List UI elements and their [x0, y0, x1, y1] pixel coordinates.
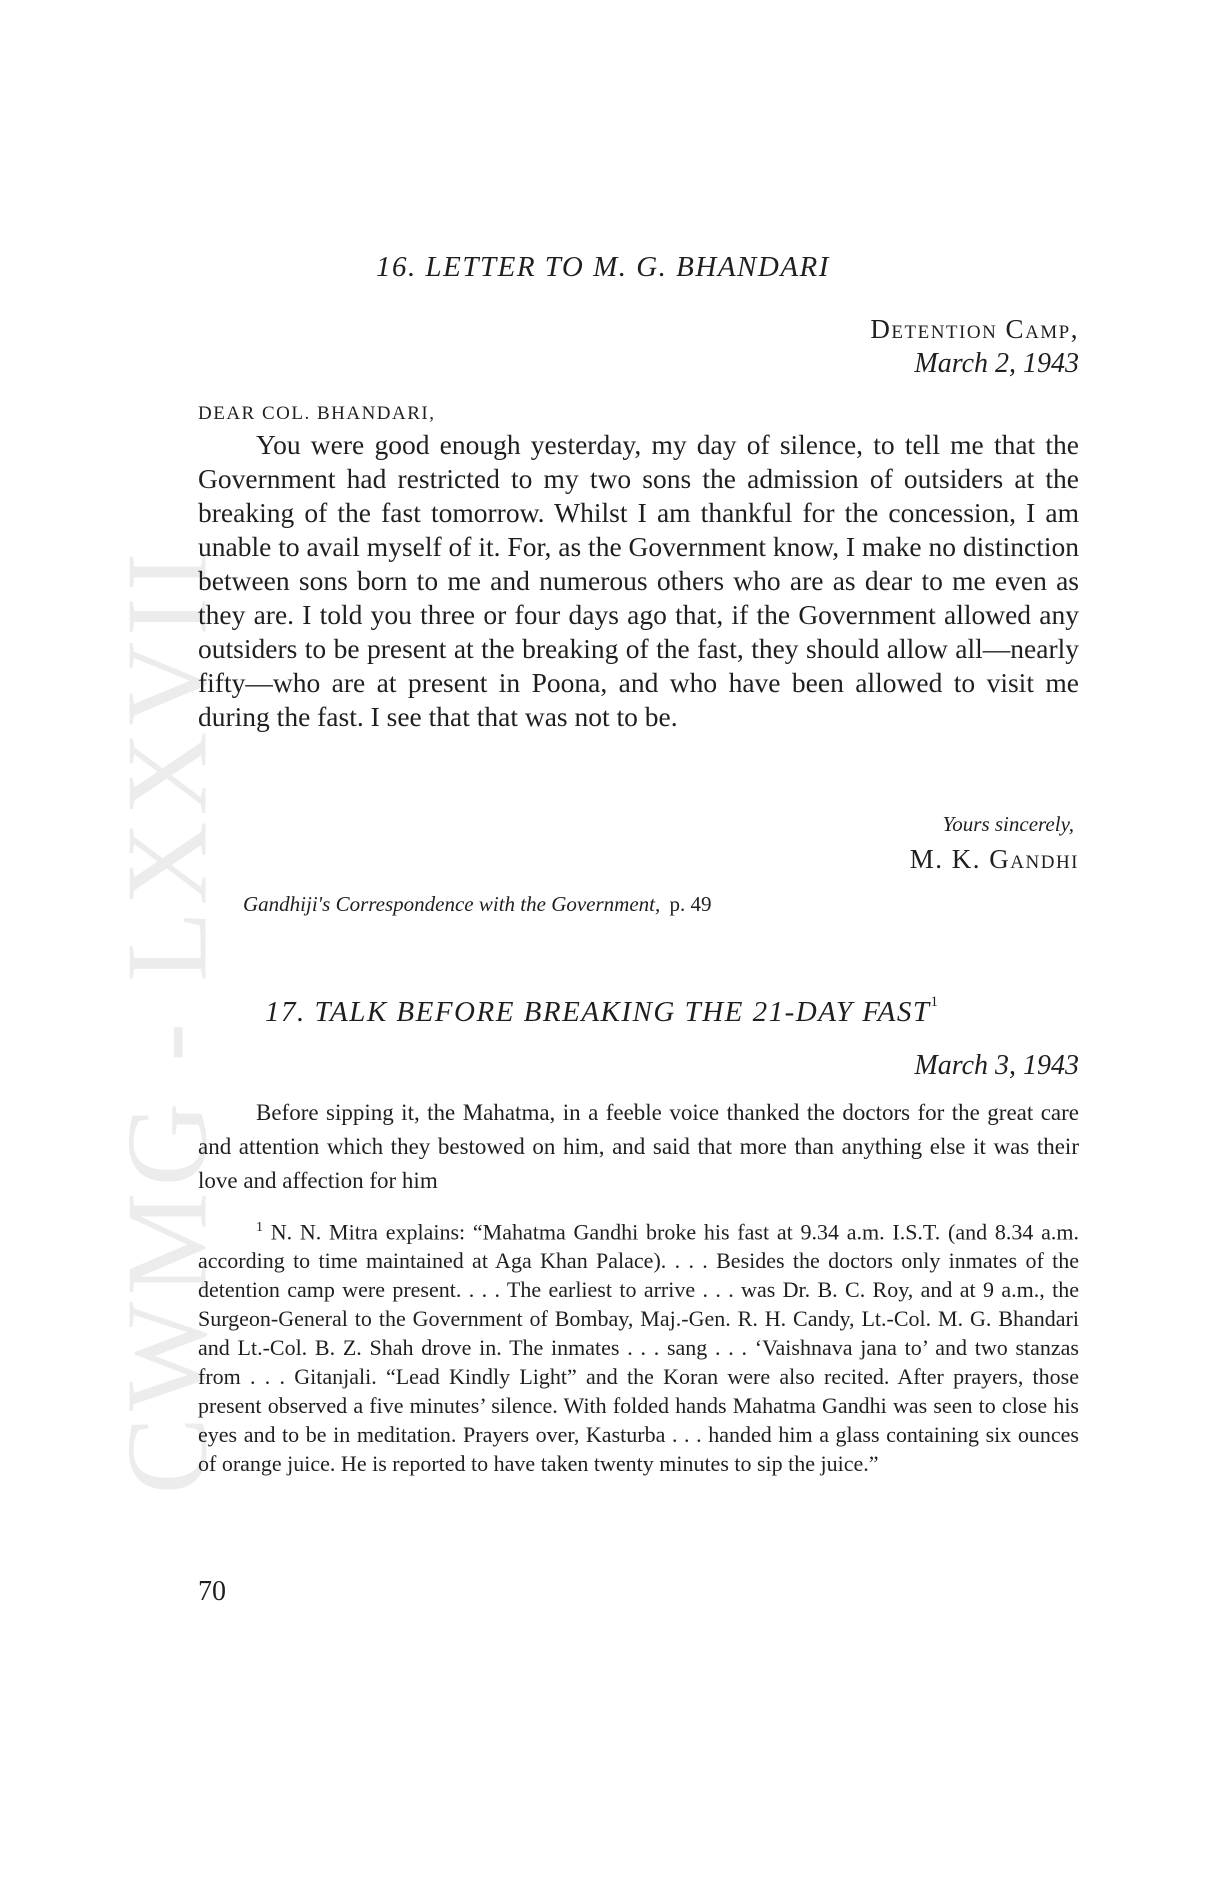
letter-salutation: DEAR COL. BHANDARI, [198, 403, 436, 424]
letter-date: March 2, 1943 [914, 348, 1079, 379]
letter-signature: M. K. Gandhi [909, 844, 1079, 874]
footnote [198, 1213, 1079, 1478]
footnote-text: N. N. Mitra explains: “Mahatma Gandhi broke his fast at 9.34 a.m. I.S.T. (and 8.34 a.m. according to time maintained at Aga Khan Palace). . . . Besides the doctors only inmates of the detention camp were present. . . . The earliest to arrive . . . was Dr. B. C. Roy, and at 9 a.m., the Surgeon-General to the Government of Bombay, Maj.-Gen. R. H. Candy, Lt.-Col. M. G. Bhandari and Lt.-Col. B. Z. Shah drove in. The inmates . . . sang . . . ‘Vaishnava jana to’ and two stanzas from . . . Gitanjali. “Lead Kindly Light” and the Koran were also recited. After prayers, those present observed a five minutes’ silence. With folded hands Mahatma Gandhi was seen to close his eyes and to be in meditation. Prayers over, Kasturba . . . handed him a glass containing six ounces of orange juice. He is reported to have taken twenty minutes to sip the juice.” [198, 1219, 1079, 1477]
section-16-heading: 16. LETTER TO M. G. BHANDARI [376, 251, 830, 283]
letter-place: Detention Camp, [870, 314, 1079, 344]
letter-source [243, 892, 712, 917]
footnote-reference: 1 [930, 994, 940, 1010]
page-number: 70 [198, 1576, 226, 1607]
letter-body: You were good enough yesterday, my day of silence, to tell me that the Government had restricted to my two sons the admission of outsiders at the breaking of the fast tomorrow. Whilst I am thankful for the concession, I am unable to avail myself of it. For, as the Government know, I make no distinction between sons born to me and numerous others who are as dear to me even as they are. I told you three or four days ago that, if the Government allowed any outsiders to be present at the breaking of the fast, they should allow all—nearly fifty—who are at present in Poona, and who have been allowed to visit me during the fast. I see that that was not to be. [198, 429, 1079, 732]
talk-date: March 3, 1943 [914, 1050, 1079, 1081]
section-17-heading-text: 17. TALK BEFORE BREAKING THE 21-DAY FAST [265, 996, 931, 1028]
letter-closing: Yours sincerely, [942, 812, 1074, 836]
talk-body: Before sipping it, the Mahatma, in a feeble voice thanked the doctors for the great care and attention which they bestowed on him, and said that more than anything else it was their love and affection for him [198, 1100, 1079, 1193]
section-17-heading [265, 996, 940, 1029]
watermark-text: CWMG - LXXVII [103, 546, 232, 1494]
footnote-mark: 1 [256, 1220, 263, 1235]
source-page: p. 49 [669, 892, 712, 916]
source-title: Gandhiji's Correspondence with the Government, [243, 892, 661, 916]
